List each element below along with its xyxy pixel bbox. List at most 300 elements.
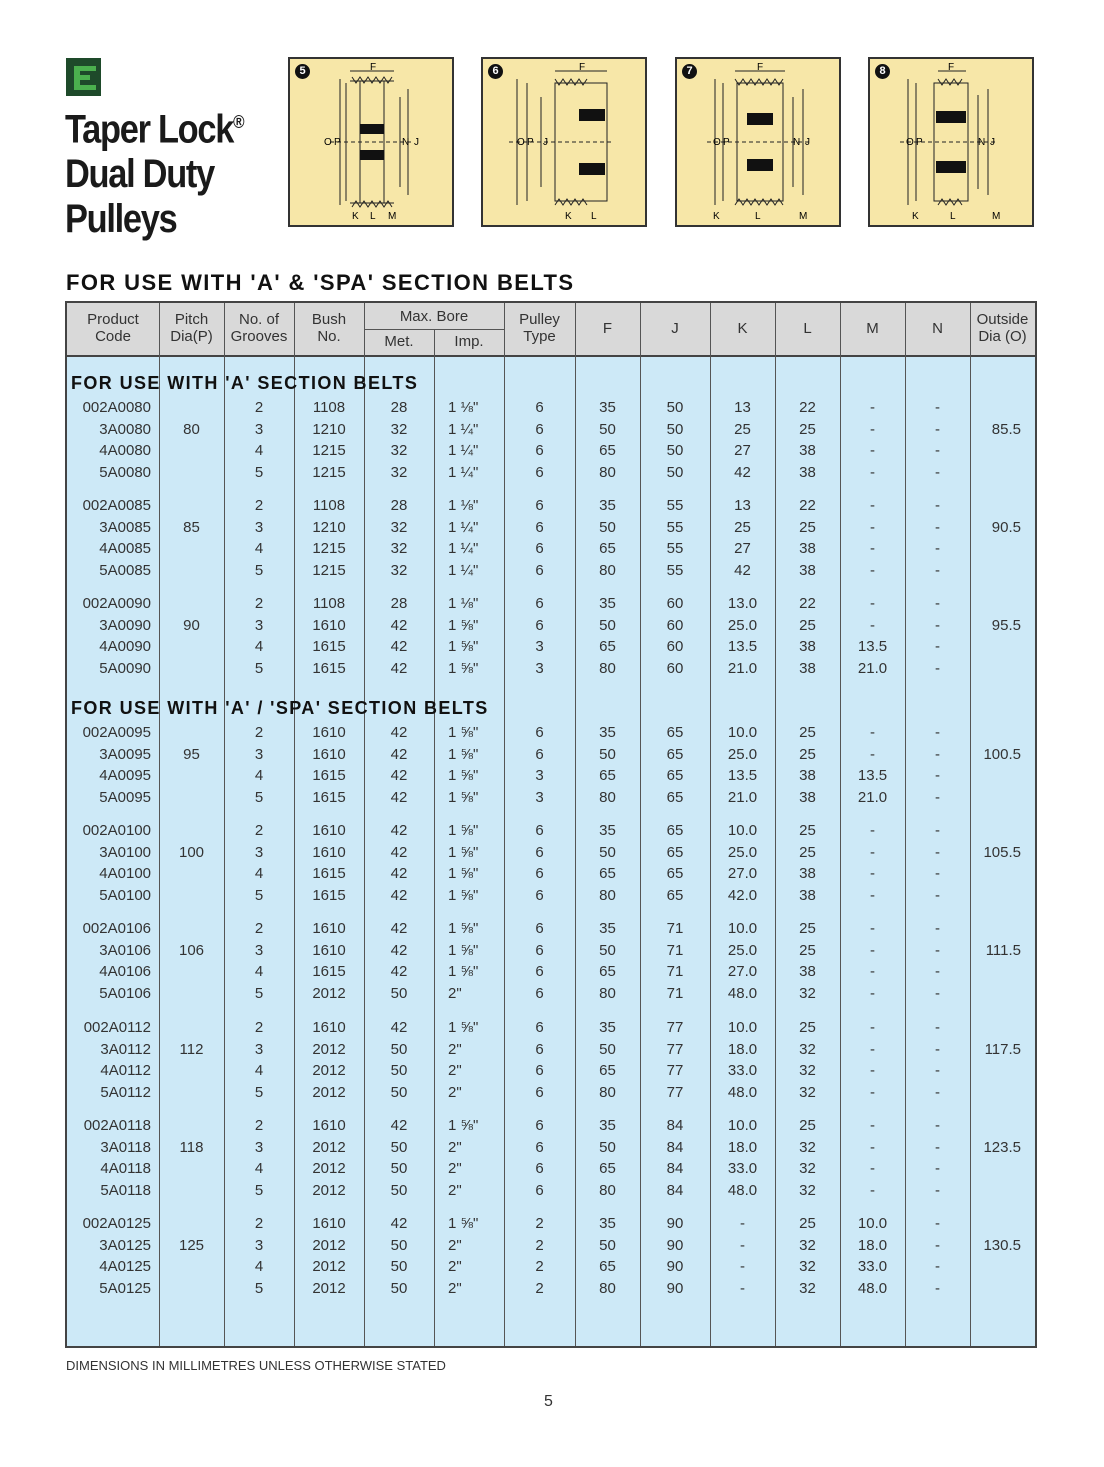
- m-value: -: [870, 1040, 875, 1058]
- j-value: 77: [666, 1040, 684, 1058]
- n-value: -: [935, 420, 940, 438]
- f-value: 35: [599, 1019, 616, 1036]
- grooves-value: 3: [254, 1236, 264, 1254]
- bore-imp-value: 2": [448, 1280, 462, 1298]
- n-value: -: [935, 399, 940, 416]
- k-value: 33.0: [727, 1062, 758, 1080]
- k-value: 25.0: [727, 745, 758, 763]
- product-code: 3A0118: [100, 1138, 151, 1156]
- outside-dia-value: 105.5: [983, 843, 1021, 861]
- n-value: -: [935, 464, 940, 482]
- m-value: -: [870, 724, 875, 741]
- bush-value: 2012: [312, 1084, 346, 1102]
- bush-value: 1615: [312, 789, 346, 807]
- header-k: K: [737, 320, 748, 337]
- j-value: 90: [666, 1236, 684, 1254]
- column-divider: [159, 303, 160, 1346]
- m-value: 21.0: [857, 789, 888, 807]
- m-value: 21.0: [857, 660, 888, 678]
- product-code: 5A0118: [100, 1182, 151, 1200]
- bore-imp-value: 1 ¼": [448, 420, 479, 438]
- l-value: 38: [799, 887, 816, 905]
- grooves-value: 4: [254, 865, 264, 883]
- f-value: 65: [599, 1062, 616, 1080]
- n-value: -: [935, 1138, 940, 1156]
- n-value: -: [935, 789, 940, 807]
- f-value: 50: [599, 420, 616, 438]
- grooves-value: 3: [254, 616, 264, 634]
- f-value: 50: [599, 745, 616, 763]
- n-value: -: [935, 920, 940, 937]
- bush-value: 1215: [312, 540, 346, 558]
- n-value: -: [935, 941, 940, 959]
- header-pulley-type: Pulley Type: [519, 311, 560, 345]
- grooves-value: 5: [254, 464, 264, 482]
- pulley-type-value: 6: [535, 1138, 544, 1156]
- product-code: 5A0100: [99, 887, 151, 905]
- bore-met-value: 50: [390, 1138, 408, 1156]
- j-value: 71: [666, 985, 684, 1003]
- footnote: DIMENSIONS IN MILLIMETRES UNLESS OTHERWISE STATED: [66, 1358, 446, 1373]
- grooves-value: 4: [254, 767, 264, 785]
- n-value: -: [935, 540, 940, 558]
- bush-value: 1610: [312, 1117, 346, 1134]
- f-value: 65: [599, 963, 616, 981]
- svg-text:N: N: [793, 137, 801, 148]
- l-value: 38: [799, 540, 816, 558]
- pulley-type-value: 6: [535, 497, 544, 514]
- product-code: 4A0125: [99, 1258, 151, 1276]
- n-value: -: [935, 822, 940, 839]
- l-value: 25: [799, 518, 816, 536]
- m-value: 13.5: [857, 638, 888, 656]
- k-value: 21.0: [727, 660, 758, 678]
- k-value: 10.0: [727, 1019, 758, 1036]
- n-value: -: [935, 518, 940, 536]
- m-value: -: [870, 843, 875, 861]
- m-value: -: [870, 941, 875, 959]
- m-value: -: [870, 616, 875, 634]
- svg-text:P: P: [723, 137, 730, 148]
- bore-met-value: 32: [390, 540, 408, 558]
- n-value: -: [935, 1040, 940, 1058]
- m-value: -: [870, 518, 875, 536]
- k-value: -: [740, 1258, 745, 1276]
- pulley-diagram-type-7: [675, 57, 841, 227]
- n-value: -: [935, 1236, 940, 1254]
- m-value: -: [870, 822, 875, 839]
- svg-text:M: M: [799, 211, 808, 222]
- k-value: 18.0: [727, 1040, 758, 1058]
- product-code: 002A0085: [82, 497, 151, 514]
- product-code: 002A0112: [83, 1019, 151, 1036]
- bore-met-value: 42: [390, 1215, 408, 1232]
- bore-met-value: 32: [390, 518, 408, 536]
- bore-met-value: 42: [390, 789, 408, 807]
- pulley-type-value: 6: [535, 865, 544, 883]
- bush-value: 1610: [312, 941, 346, 959]
- j-value: 65: [666, 767, 684, 785]
- bore-imp-value: 1 ⅝": [448, 745, 479, 763]
- pulley-type-value: 6: [535, 540, 544, 558]
- bore-met-value: 42: [390, 843, 408, 861]
- m-value: -: [870, 595, 875, 612]
- f-value: 50: [599, 941, 616, 959]
- bore-met-value: 42: [390, 745, 408, 763]
- k-value: 27.0: [727, 963, 758, 981]
- pulley-type-value: 6: [535, 843, 544, 861]
- f-value: 50: [599, 518, 616, 536]
- bore-imp-value: 1 ⅝": [448, 865, 479, 883]
- diagram-number: 8: [875, 64, 890, 79]
- bush-value: 2012: [312, 1182, 346, 1200]
- m-value: -: [870, 497, 875, 514]
- header-j: J: [671, 320, 679, 337]
- n-value: -: [935, 1019, 940, 1036]
- bore-met-value: 50: [390, 1258, 408, 1276]
- l-value: 38: [799, 562, 816, 580]
- svg-text:J: J: [990, 137, 995, 148]
- j-value: 77: [666, 1084, 684, 1102]
- bush-value: 2012: [312, 985, 346, 1003]
- j-value: 55: [666, 497, 684, 514]
- product-code: 3A0095: [99, 745, 151, 763]
- svg-text:O: O: [517, 137, 525, 148]
- bore-imp-value: 1 ⅝": [448, 616, 479, 634]
- outside-dia-value: 85.5: [991, 420, 1021, 438]
- pitch-dia-value: 118: [179, 1138, 204, 1156]
- product-code: 5A0085: [99, 562, 151, 580]
- grooves-value: 5: [254, 1084, 264, 1102]
- f-value: 80: [599, 660, 616, 678]
- grooves-value: 3: [254, 420, 264, 438]
- f-value: 50: [599, 843, 616, 861]
- f-value: 50: [599, 1040, 616, 1058]
- m-value: -: [870, 1019, 875, 1036]
- product-code: 002A0080: [82, 399, 151, 416]
- grooves-value: 4: [254, 442, 264, 460]
- section-header: FOR USE WITH 'A' / 'SPA' SECTION BELTS: [71, 698, 489, 718]
- bush-value: 1615: [312, 638, 346, 656]
- bore-imp-value: 2": [448, 1182, 462, 1200]
- grooves-value: 5: [254, 1280, 264, 1298]
- pitch-dia-value: 100: [178, 843, 205, 861]
- bore-imp-value: 2": [448, 1138, 462, 1156]
- bore-met-value: 50: [390, 1236, 408, 1254]
- m-value: -: [870, 1160, 875, 1178]
- bore-imp-value: 1 ⅝": [448, 822, 479, 839]
- n-value: -: [935, 497, 940, 514]
- diagram-number: 6: [488, 64, 503, 79]
- bush-value: 2012: [312, 1160, 346, 1178]
- bore-imp-value: 1 ¼": [448, 562, 479, 580]
- f-value: 35: [599, 1215, 616, 1232]
- m-value: -: [870, 963, 875, 981]
- j-value: 65: [666, 822, 684, 839]
- n-value: -: [935, 1215, 940, 1232]
- n-value: -: [935, 660, 940, 678]
- product-code: 5A0080: [99, 464, 151, 482]
- bore-met-value: 42: [390, 724, 408, 741]
- l-value: 38: [799, 660, 816, 678]
- k-value: 27: [734, 442, 751, 460]
- bore-met-value: 28: [390, 595, 408, 612]
- bush-value: 1610: [312, 616, 346, 634]
- grooves-value: 3: [254, 941, 264, 959]
- j-value: 90: [666, 1258, 684, 1276]
- svg-text:M: M: [992, 211, 1001, 222]
- pitch-dia-value: 125: [178, 1236, 205, 1254]
- j-value: 77: [666, 1062, 684, 1080]
- bore-imp-value: 2": [448, 1084, 462, 1102]
- product-code: 3A0125: [99, 1236, 151, 1254]
- pitch-dia-value: 112: [179, 1040, 204, 1058]
- m-value: -: [870, 442, 875, 460]
- l-value: 32: [799, 1280, 816, 1298]
- pulley-type-value: 6: [535, 420, 544, 438]
- pulley-diagram-type-8: [868, 57, 1034, 227]
- bore-imp-value: 2": [448, 1236, 462, 1254]
- bush-value: 1610: [312, 1019, 346, 1036]
- k-value: 13.5: [727, 638, 758, 656]
- product-code: 5A0095: [99, 789, 151, 807]
- svg-text:O: O: [713, 137, 721, 148]
- grooves-value: 3: [254, 518, 264, 536]
- bore-met-value: 32: [390, 420, 408, 438]
- dim-label-l: L: [370, 211, 376, 222]
- product-code: 5A0125: [99, 1280, 151, 1298]
- bore-imp-value: 1 ⅛": [448, 497, 479, 514]
- k-value: 10.0: [727, 1117, 758, 1134]
- k-value: 13: [734, 399, 751, 416]
- bore-met-value: 50: [390, 1084, 408, 1102]
- j-value: 71: [666, 941, 684, 959]
- grooves-value: 2: [254, 920, 264, 937]
- header-met: Met.: [384, 333, 414, 350]
- bore-imp-value: 2": [448, 1062, 462, 1080]
- bore-met-value: 28: [390, 399, 408, 416]
- n-value: -: [935, 724, 940, 741]
- n-value: -: [935, 616, 940, 634]
- j-value: 50: [666, 399, 684, 416]
- bore-met-value: 42: [390, 660, 408, 678]
- n-value: -: [935, 767, 940, 785]
- bore-met-value: 50: [390, 1040, 408, 1058]
- outside-dia-value: 111.5: [985, 941, 1021, 959]
- f-value: 80: [599, 1280, 616, 1298]
- grooves-value: 2: [254, 1215, 264, 1232]
- bore-met-value: 50: [390, 1280, 408, 1298]
- f-value: 35: [599, 399, 616, 416]
- m-value: -: [870, 1138, 875, 1156]
- bore-met-value: 32: [390, 442, 408, 460]
- f-value: 80: [599, 1182, 616, 1200]
- grooves-value: 2: [254, 497, 264, 514]
- f-value: 35: [599, 920, 616, 937]
- k-value: 27.0: [727, 865, 758, 883]
- f-value: 80: [599, 562, 616, 580]
- j-value: 55: [666, 518, 684, 536]
- n-value: -: [935, 595, 940, 612]
- pulley-type-value: 6: [535, 920, 544, 937]
- bore-met-value: 50: [390, 1062, 408, 1080]
- l-value: 25: [799, 843, 816, 861]
- bore-met-value: 50: [390, 985, 408, 1003]
- bore-imp-value: 1 ⅝": [448, 724, 479, 741]
- f-value: 65: [599, 540, 616, 558]
- f-value: 35: [599, 822, 616, 839]
- bush-value: 1610: [312, 745, 346, 763]
- l-value: 25: [799, 920, 816, 937]
- l-value: 38: [799, 638, 816, 656]
- m-value: -: [870, 745, 875, 763]
- bore-met-value: 28: [390, 497, 408, 514]
- bush-value: 1108: [312, 595, 346, 612]
- dim-label-o: O: [324, 137, 332, 148]
- grooves-value: 2: [254, 1117, 264, 1134]
- bore-imp-value: 1 ⅝": [448, 1019, 479, 1036]
- k-value: 13.5: [727, 767, 758, 785]
- n-value: -: [935, 442, 940, 460]
- grooves-value: 5: [254, 1182, 264, 1200]
- pulley-type-value: 3: [535, 638, 544, 656]
- product-code: 4A0080: [99, 442, 151, 460]
- n-value: -: [935, 1160, 940, 1178]
- k-value: 25.0: [727, 616, 758, 634]
- n-value: -: [935, 1182, 940, 1200]
- j-value: 60: [666, 616, 684, 634]
- k-value: -: [740, 1280, 745, 1298]
- k-value: 18.0: [727, 1138, 758, 1156]
- l-value: 25: [799, 616, 816, 634]
- j-value: 65: [666, 724, 684, 741]
- k-value: 21.0: [727, 789, 758, 807]
- n-value: -: [935, 745, 940, 763]
- pulley-type-value: 6: [535, 399, 544, 416]
- k-value: -: [740, 1215, 745, 1232]
- f-value: 50: [599, 1236, 616, 1254]
- n-value: -: [935, 1280, 940, 1298]
- header-max-bore: Max. Bore: [399, 308, 469, 325]
- k-value: 10.0: [727, 920, 758, 937]
- bush-value: 2012: [312, 1236, 346, 1254]
- product-code: 002A0095: [82, 724, 151, 741]
- svg-text:P: P: [916, 137, 923, 148]
- svg-text:L: L: [950, 211, 956, 222]
- f-value: 50: [599, 1138, 616, 1156]
- l-value: 32: [799, 1236, 816, 1254]
- pitch-dia-value: 80: [183, 420, 200, 438]
- m-value: -: [870, 540, 875, 558]
- header-outside-dia: Outside Dia (O): [976, 311, 1029, 345]
- svg-text:K: K: [713, 211, 720, 222]
- bush-value: 1210: [312, 518, 346, 536]
- n-value: -: [935, 1084, 940, 1102]
- j-value: 50: [666, 420, 684, 438]
- pulley-type-value: 3: [535, 660, 544, 678]
- product-code: 3A0080: [99, 420, 151, 438]
- product-code: 002A0118: [83, 1117, 151, 1134]
- bush-value: 1610: [312, 724, 346, 741]
- header-pitch-dia: Pitch Dia(P): [170, 311, 213, 345]
- f-value: 35: [599, 497, 616, 514]
- header-m: M: [866, 320, 879, 337]
- j-value: 65: [666, 745, 684, 763]
- svg-text:N: N: [978, 137, 986, 148]
- outside-dia-value: 130.5: [983, 1236, 1021, 1254]
- product-code: 4A0100: [99, 865, 151, 883]
- m-value: -: [870, 1084, 875, 1102]
- grooves-value: 5: [254, 985, 264, 1003]
- m-value: -: [870, 1117, 875, 1134]
- pitch-dia-value: 106: [178, 941, 205, 959]
- j-value: 71: [666, 963, 684, 981]
- bore-met-value: 42: [390, 638, 408, 656]
- header-n: N: [932, 320, 943, 337]
- bush-value: 1610: [312, 822, 346, 839]
- pulley-type-value: 6: [535, 822, 544, 839]
- svg-text:L: L: [591, 211, 597, 222]
- pulley-type-value: 6: [535, 562, 544, 580]
- j-value: 84: [666, 1182, 684, 1200]
- f-value: 35: [599, 1117, 616, 1134]
- j-value: 90: [666, 1280, 684, 1298]
- m-value: -: [870, 1062, 875, 1080]
- svg-text:L: L: [755, 211, 761, 222]
- svg-text:P: P: [527, 137, 534, 148]
- table-header: [67, 303, 1035, 357]
- k-value: 13: [734, 497, 751, 514]
- m-value: 10.0: [857, 1215, 888, 1232]
- bush-value: 2012: [312, 1138, 346, 1156]
- bore-imp-value: 2": [448, 1258, 462, 1276]
- j-value: 50: [666, 442, 684, 460]
- m-value: 18.0: [857, 1236, 888, 1254]
- j-value: 90: [666, 1215, 684, 1232]
- bush-value: 1215: [312, 562, 346, 580]
- outside-dia-value: 90.5: [991, 518, 1021, 536]
- pulley-type-value: 3: [535, 767, 544, 785]
- pulley-type-value: 2: [535, 1215, 544, 1232]
- m-value: -: [870, 920, 875, 937]
- f-value: 80: [599, 1084, 616, 1102]
- product-code: 5A0106: [99, 985, 151, 1003]
- l-value: 22: [799, 399, 816, 416]
- diagram-number: 5: [295, 64, 310, 79]
- j-value: 65: [666, 865, 684, 883]
- bore-met-value: 42: [390, 822, 408, 839]
- product-code: 4A0112: [100, 1062, 151, 1080]
- l-value: 32: [799, 1138, 816, 1156]
- bore-imp-value: 1 ⅝": [448, 1117, 479, 1134]
- header-l: L: [803, 320, 812, 337]
- bush-value: 1108: [312, 399, 346, 416]
- l-value: 38: [799, 865, 816, 883]
- bore-met-value: 42: [390, 1117, 408, 1134]
- product-code: 002A0125: [82, 1215, 151, 1232]
- pulley-type-value: 6: [535, 1117, 544, 1134]
- diagram-number: 7: [682, 64, 697, 79]
- l-value: 38: [799, 789, 816, 807]
- bush-value: 2012: [312, 1062, 346, 1080]
- l-value: 25: [799, 1215, 816, 1232]
- pulley-type-value: 6: [535, 1040, 544, 1058]
- m-value: 13.5: [857, 767, 888, 785]
- m-value: -: [870, 1182, 875, 1200]
- outside-dia-value: 95.5: [991, 616, 1021, 634]
- grooves-value: 4: [254, 638, 264, 656]
- f-value: 65: [599, 442, 616, 460]
